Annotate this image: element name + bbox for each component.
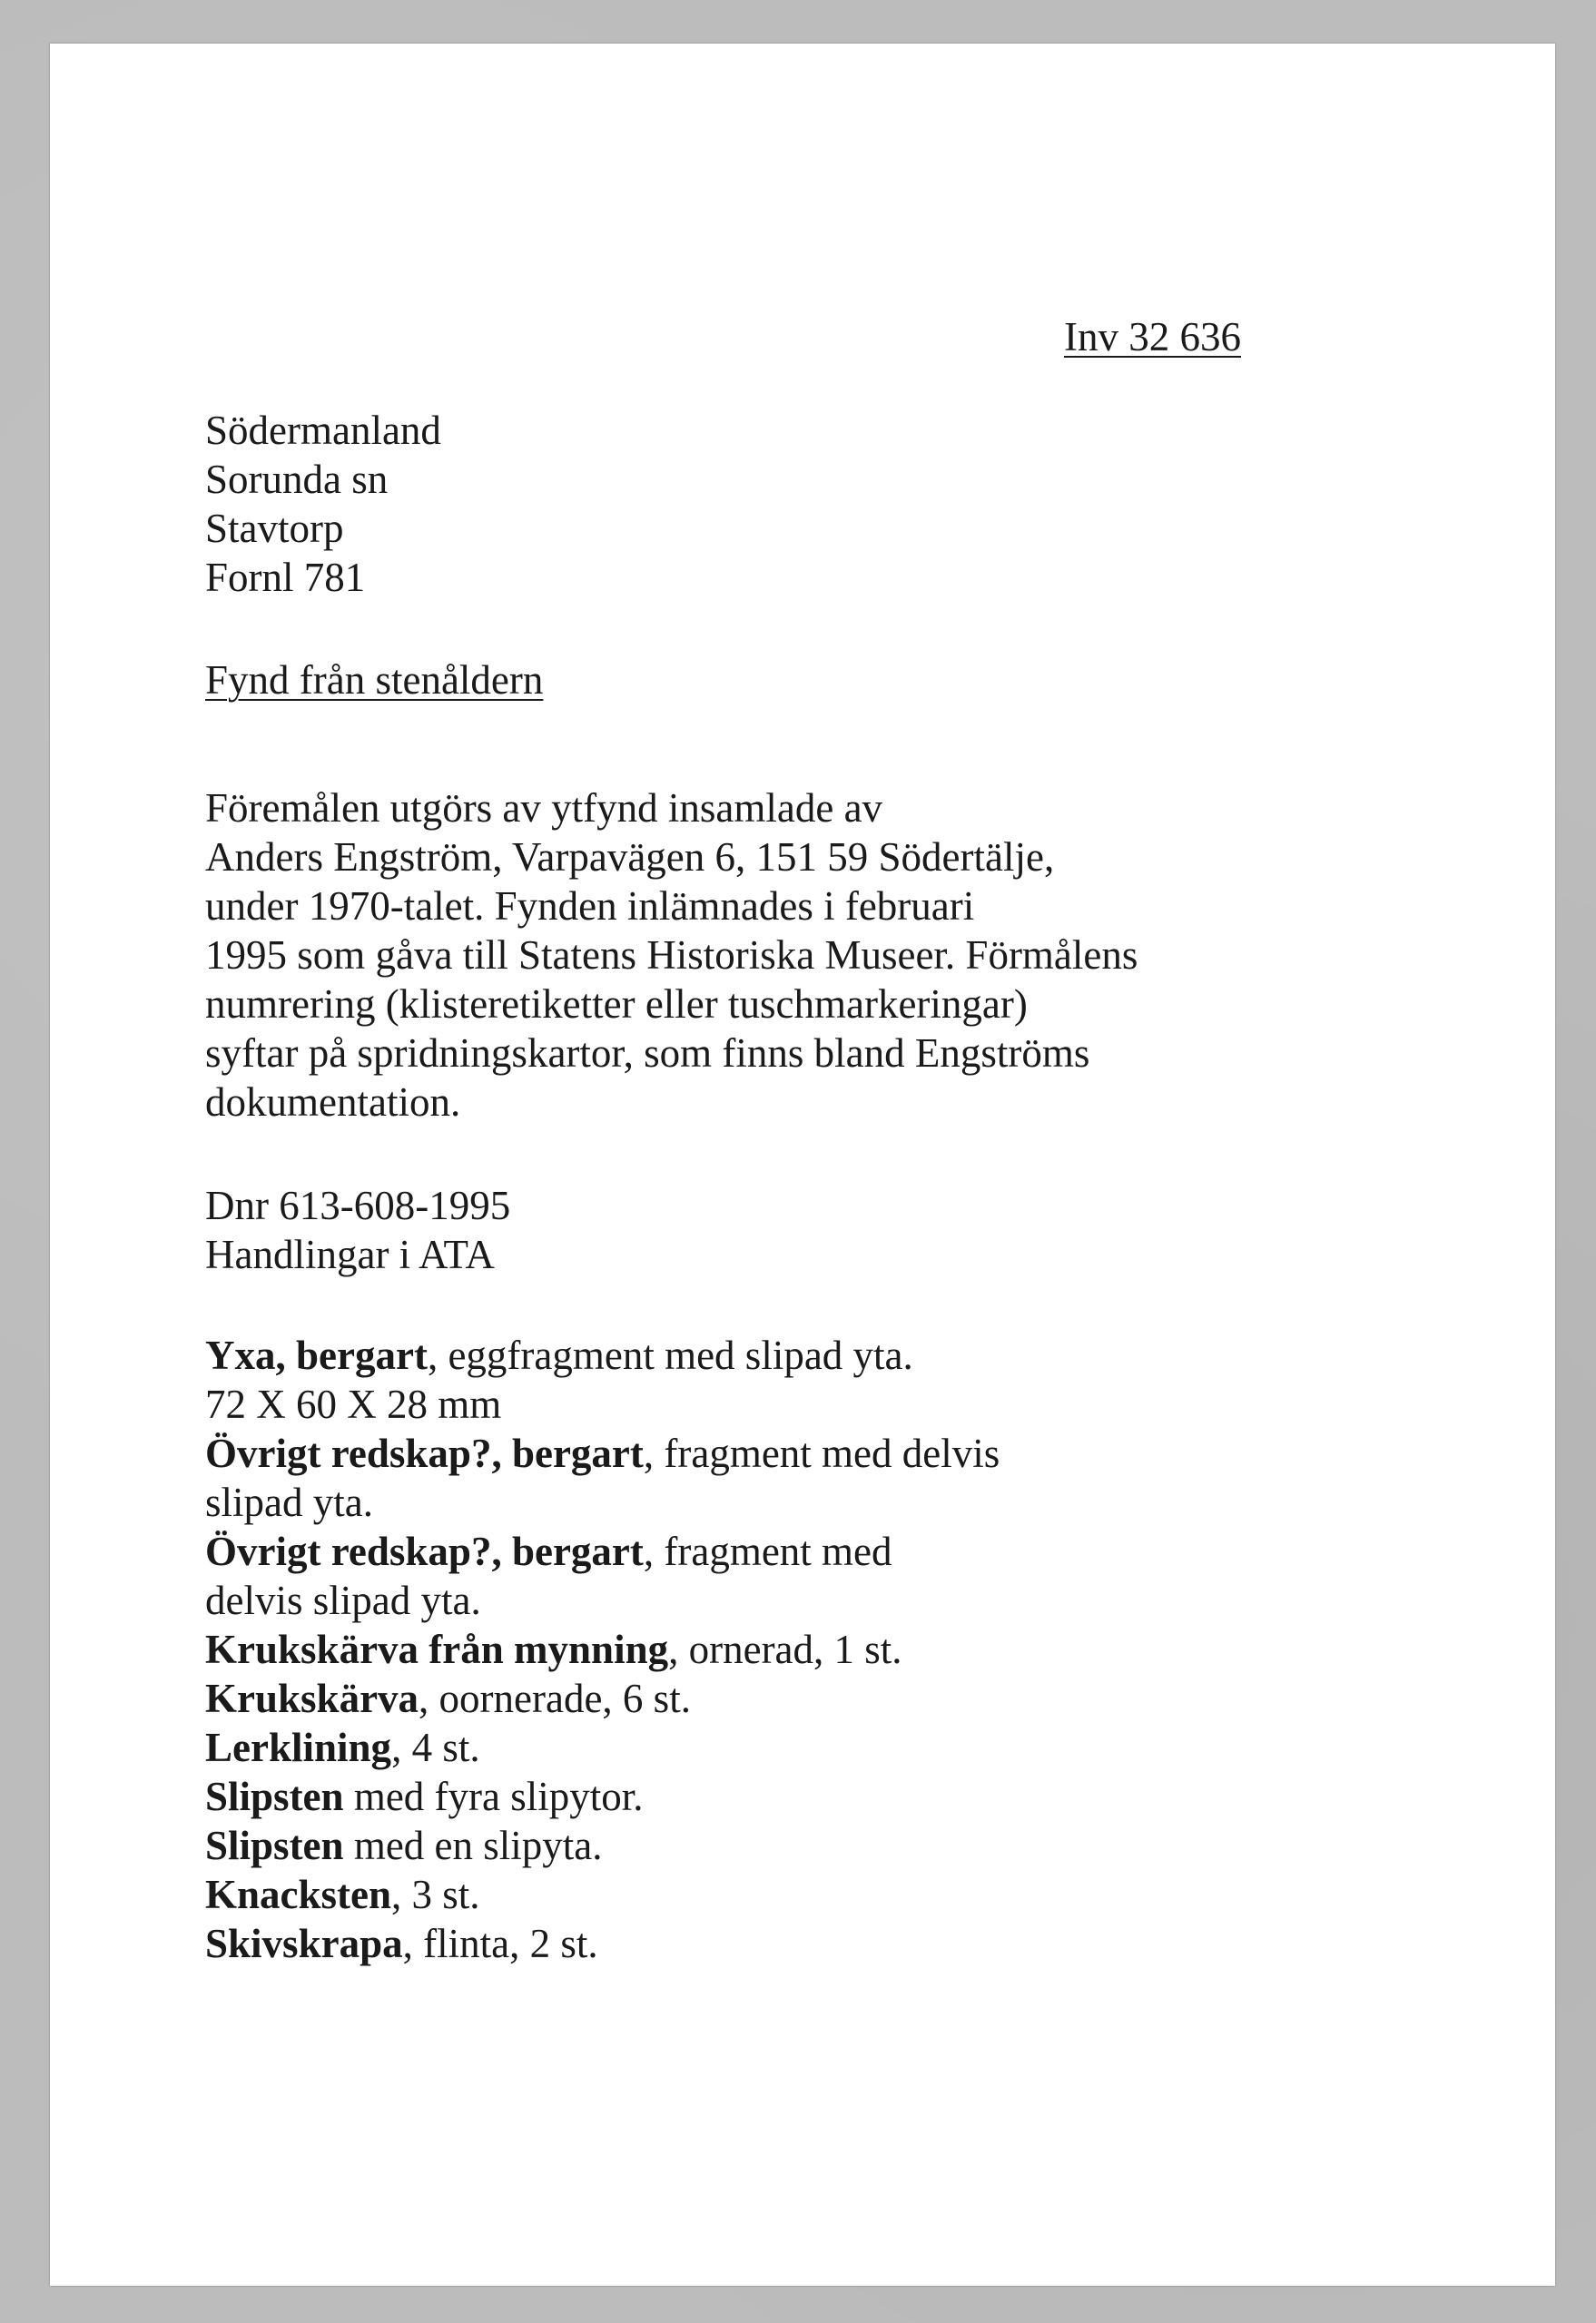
find-item-title: Lerklining bbox=[205, 1725, 392, 1770]
find-item bbox=[205, 1380, 1000, 1429]
paragraph-line: 1995 som gåva till Statens Historiska Museer. Förmålens bbox=[205, 932, 1138, 978]
find-item-detail: , flinta, 2 st. bbox=[402, 1921, 598, 1966]
paragraph-line: dokumentation. bbox=[205, 1079, 461, 1125]
find-item-detail: , eggfragment med slipad yta. bbox=[427, 1333, 913, 1378]
registry-documents: Handlingar i ATA bbox=[205, 1232, 495, 1277]
document-heading: Fynd från stenåldern bbox=[205, 657, 544, 703]
find-item-detail: , fragment med bbox=[643, 1529, 892, 1574]
paragraph-line: under 1970-talet. Fynden inlämnades i februari bbox=[205, 883, 975, 929]
paragraph-line: syftar på spridningskartor, som finns bland Engströms bbox=[205, 1030, 1090, 1076]
find-item bbox=[205, 1331, 1000, 1380]
find-item bbox=[205, 1429, 1000, 1478]
find-item-detail: , ornerad, 1 st. bbox=[668, 1627, 902, 1672]
find-item bbox=[205, 1527, 1000, 1576]
find-item-title: Krukskärva bbox=[205, 1676, 419, 1721]
find-item-detail: , fragment med delvis bbox=[643, 1431, 1000, 1476]
location-site: Stavtorp bbox=[205, 506, 344, 551]
find-item-title: Slipsten bbox=[205, 1823, 344, 1868]
paragraph-line: numrering (klisteretiketter eller tuschmarkeringar) bbox=[205, 981, 1028, 1027]
find-item bbox=[205, 1723, 1000, 1772]
find-item bbox=[205, 1674, 1000, 1723]
find-item bbox=[205, 1625, 1000, 1674]
find-item-title: Övrigt redskap?, bergart bbox=[205, 1431, 644, 1476]
find-item-title: Övrigt redskap?, bergart bbox=[205, 1529, 644, 1574]
find-item bbox=[205, 1870, 1000, 1919]
location-province: Södermanland bbox=[205, 408, 441, 453]
find-item-title: Knacksten bbox=[205, 1872, 392, 1917]
find-item-detail: delvis slipad yta. bbox=[205, 1578, 481, 1623]
find-item-title: Slipsten bbox=[205, 1774, 344, 1819]
find-item bbox=[205, 1919, 1000, 1968]
find-item-title: Skivskrapa bbox=[205, 1921, 403, 1966]
find-list bbox=[205, 1331, 1000, 1968]
find-item bbox=[205, 1576, 1000, 1625]
find-item-title: Krukskärva från mynning bbox=[205, 1627, 669, 1672]
registry-number: Dnr 613-608-1995 bbox=[205, 1183, 511, 1228]
find-item-detail: med fyra slipytor. bbox=[343, 1774, 644, 1819]
find-item-title: Yxa, bergart bbox=[205, 1333, 428, 1378]
find-item-detail: med en slipyta. bbox=[343, 1823, 603, 1868]
inventory-number: Inv 32 636 bbox=[1064, 314, 1241, 359]
find-item-detail: slipad yta. bbox=[205, 1480, 373, 1525]
find-item bbox=[205, 1478, 1000, 1527]
location-block bbox=[205, 406, 441, 602]
location-parish: Sorunda sn bbox=[205, 457, 389, 502]
paragraph-line: Föremålen utgörs av ytfynd insamlade av bbox=[205, 785, 883, 831]
find-item bbox=[205, 1821, 1000, 1870]
find-item-detail: , oornerade, 6 st. bbox=[419, 1676, 691, 1721]
paragraph-line: Anders Engström, Varpavägen 6, 151 59 Södertälje, bbox=[205, 834, 1055, 880]
find-item-detail: 72 X 60 X 28 mm bbox=[205, 1382, 502, 1427]
registry-block bbox=[205, 1181, 510, 1279]
find-item-detail: , 3 st. bbox=[391, 1872, 480, 1917]
description-paragraph bbox=[205, 783, 1138, 1127]
find-item-detail: , 4 st. bbox=[391, 1725, 480, 1770]
location-ancient-monument: Fornl 781 bbox=[205, 555, 366, 600]
find-item bbox=[205, 1772, 1000, 1821]
